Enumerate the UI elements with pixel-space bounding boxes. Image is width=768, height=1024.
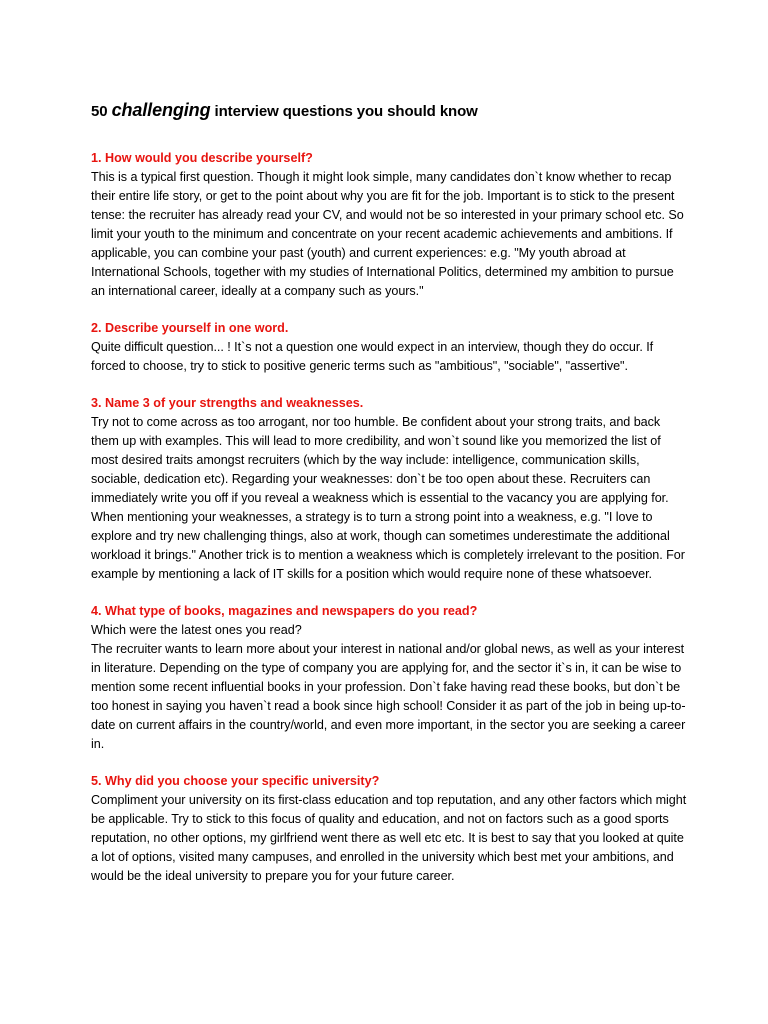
question-heading: 2. Describe yourself in one word. [91,321,289,335]
title-rest: interview questions you should know [210,103,478,120]
question-subheading: Which were the latest ones you read? [91,623,302,637]
question-answer: Compliment your university on its first-class education and top reputation, and any other factors which might be applicable. Try to stick to this focus of quality and education, and not on factors such as a good sports reputation, no other options, my girlfriend went there as well etc etc. It is best to say that you looked at quite a lot of options, visited many campuses, and enrolled in the university which best met your ambitions, and would be the ideal university to prepare you for your future career. [91,793,687,883]
question-section-2 [91,319,688,376]
question-heading: 1. How would you describe yourself? [91,151,313,165]
question-answer: Try not to come across as too arrogant, nor too humble. Be confident about your strong traits, and back them up with examples. This will lead to more credibility, and won`t sound like you memorized the list of most desired traits amongst recruiters (which by the way include: intelligence, communication skills, sociable, dedication etc). Regarding your weaknesses: don`t be too open about these. Recruiters can immediately write you off if you reveal a weakness which is essential to the vacancy you are applying for. When mentioning your weaknesses, a strategy is to turn a strong point into a weakness, e.g. "I love to explore and try new challenging things, also at work, though can sometimes underestimate the additional workload it brings." Another trick is to mention a weakness which is completely irrelevant to the position. For example by mentioning a lack of IT skills for a position which would require none of these whatsoever. [91,415,685,581]
question-section-4 [91,602,688,754]
question-heading: 5. Why did you choose your specific university? [91,774,380,788]
question-section-3 [91,394,688,584]
document-title [91,99,688,123]
question-heading: 3. Name 3 of your strengths and weaknesses. [91,396,364,410]
question-section-1 [91,149,688,301]
question-section-5 [91,772,688,886]
question-answer: The recruiter wants to learn more about your interest in national and/or global news, as well as your interest in literature. Depending on the type of company you are applying for, and the sector it`s in, it can be wise to mention some recent influential books in your profession. Don`t fake having read these books, but don`t be too honest in saying you haven`t read a book since high school! Consider it as part of the job in being up-to-date on current affairs in the country/world, and even more important, in the sector you are seeking a career in. [91,642,686,751]
question-heading: 4. What type of books, magazines and newspapers do you read? [91,604,478,618]
question-answer: This is a typical first question. Though it might look simple, many candidates don`t know whether to recap their entire life story, or get to the point about why you are fit for the job. Important is to stick to the present tense: the recruiter has already read your CV, and would not be so interested in your primary school etc. So limit your youth to the minimum and concentrate on your recent academic achievements and ambitions. If applicable, you can combine your past (youth) and current experiences: e.g. "My youth abroad at International Schools, together with my studies of International Politics, determined my ambition to pursue an international career, ideally at a company such as yours." [91,170,684,298]
title-emphasis: challenging [111,100,211,120]
question-answer: Quite difficult question... ! It`s not a question one would expect in an interview, though they do occur. If forced to choose, try to stick to positive generic terms such as "ambitious", "sociable", "assertive". [91,340,654,373]
title-lead: 50 [91,103,112,120]
